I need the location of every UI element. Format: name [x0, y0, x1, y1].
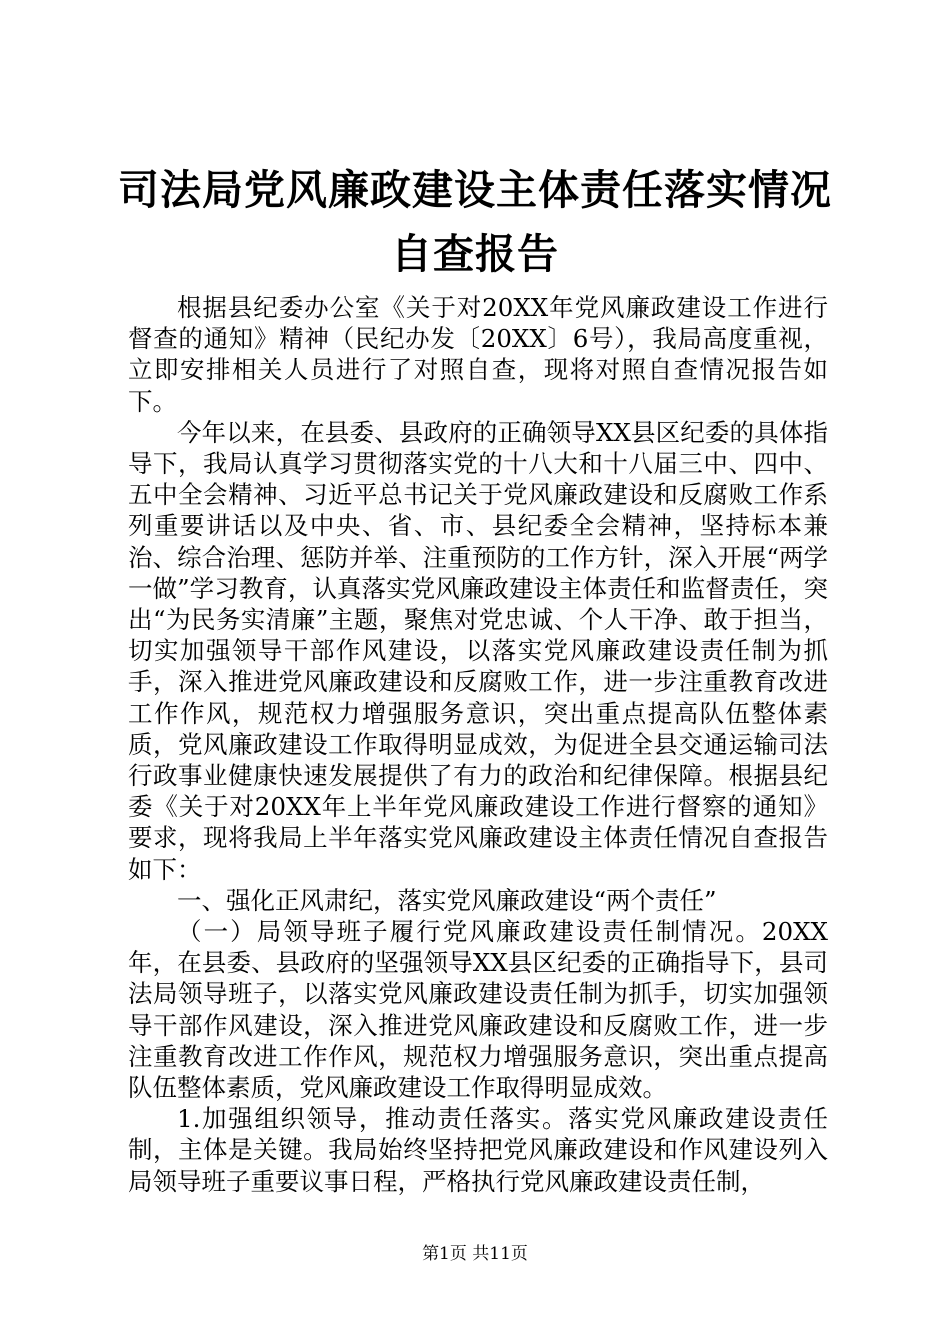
paragraph-subsection-1: （一）局领导班子履行党风廉政建设责任制情况。20XX年，在县委、县政府的坚强领导XX县区纪委的正确指导下，县司法局领导班子，以落实党风廉政建设责任制为抓手，切实加强领导干部作风建设，深入推进党风廉政建设和反腐败工作，进一步注重教育改进工作作风，规范权力增强服务意识，突出重点提高队伍整体素质，党风廉政建设工作取得明显成效。 — [128, 917, 828, 1103]
paragraph-item-1: 1.加强组织领导，推动责任落实。落实党风廉政建设责任制，主体是关键。我局始终坚持把党风廉政建设和作风建设列入局领导班子重要议事日程，严格执行党风廉政建设责任制， — [128, 1104, 828, 1196]
document-body — [128, 292, 828, 1197]
section-heading-1: 一、强化正风肃纪，落实党风廉政建设“两个责任” — [177, 885, 717, 915]
paragraph-overview: 今年以来，在县委、县政府的正确领导XX县区纪委的具体指导下，我局认真学习贯彻落实党的十八大和十八届三中、四中、五中全会精神、习近平总书记关于党风廉政建设和反腐败工作系列重要讲话以及中央、省、市、县纪委全会精神，坚持标本兼治、综合治理、惩防并举、注重预防的工作方针，深入开展“两学一做”学习教育，认真落实党风廉政建设主体责任和监督责任，突出“为民务实清廉”主题，聚焦对党忠诚、个人干净、敢于担当，切实加强领导干部作风建设，以落实党风廉政建设责任制为抓手，深入推进党风廉政建设和反腐败工作，进一步注重教育改进工作作风，规范权力增强服务意识，突出重点提高队伍整体素质，党风廉政建设工作取得明显成效，为促进全县交通运输司法行政事业健康快速发展提供了有力的政治和纪律保障。根据县纪委《关于对20XX年上半年党风廉政建设工作进行督察的通知》要求，现将我局上半年落实党风廉政建设主体责任情况自查报告如下： — [128, 417, 828, 884]
page-number-footer: 第1页 共11页 — [422, 1244, 528, 1264]
paragraph-intro: 根据县纪委办公室《关于对20XX年党风廉政建设工作进行督查的通知》精神（民纪办发〔20XX〕6号），我局高度重视，立即安排相关人员进行了对照自查，现将对照自查情况报告如下。 — [128, 293, 828, 416]
document-title: 司法局党风廉政建设主体责任落实情况自查报告 — [118, 166, 832, 278]
